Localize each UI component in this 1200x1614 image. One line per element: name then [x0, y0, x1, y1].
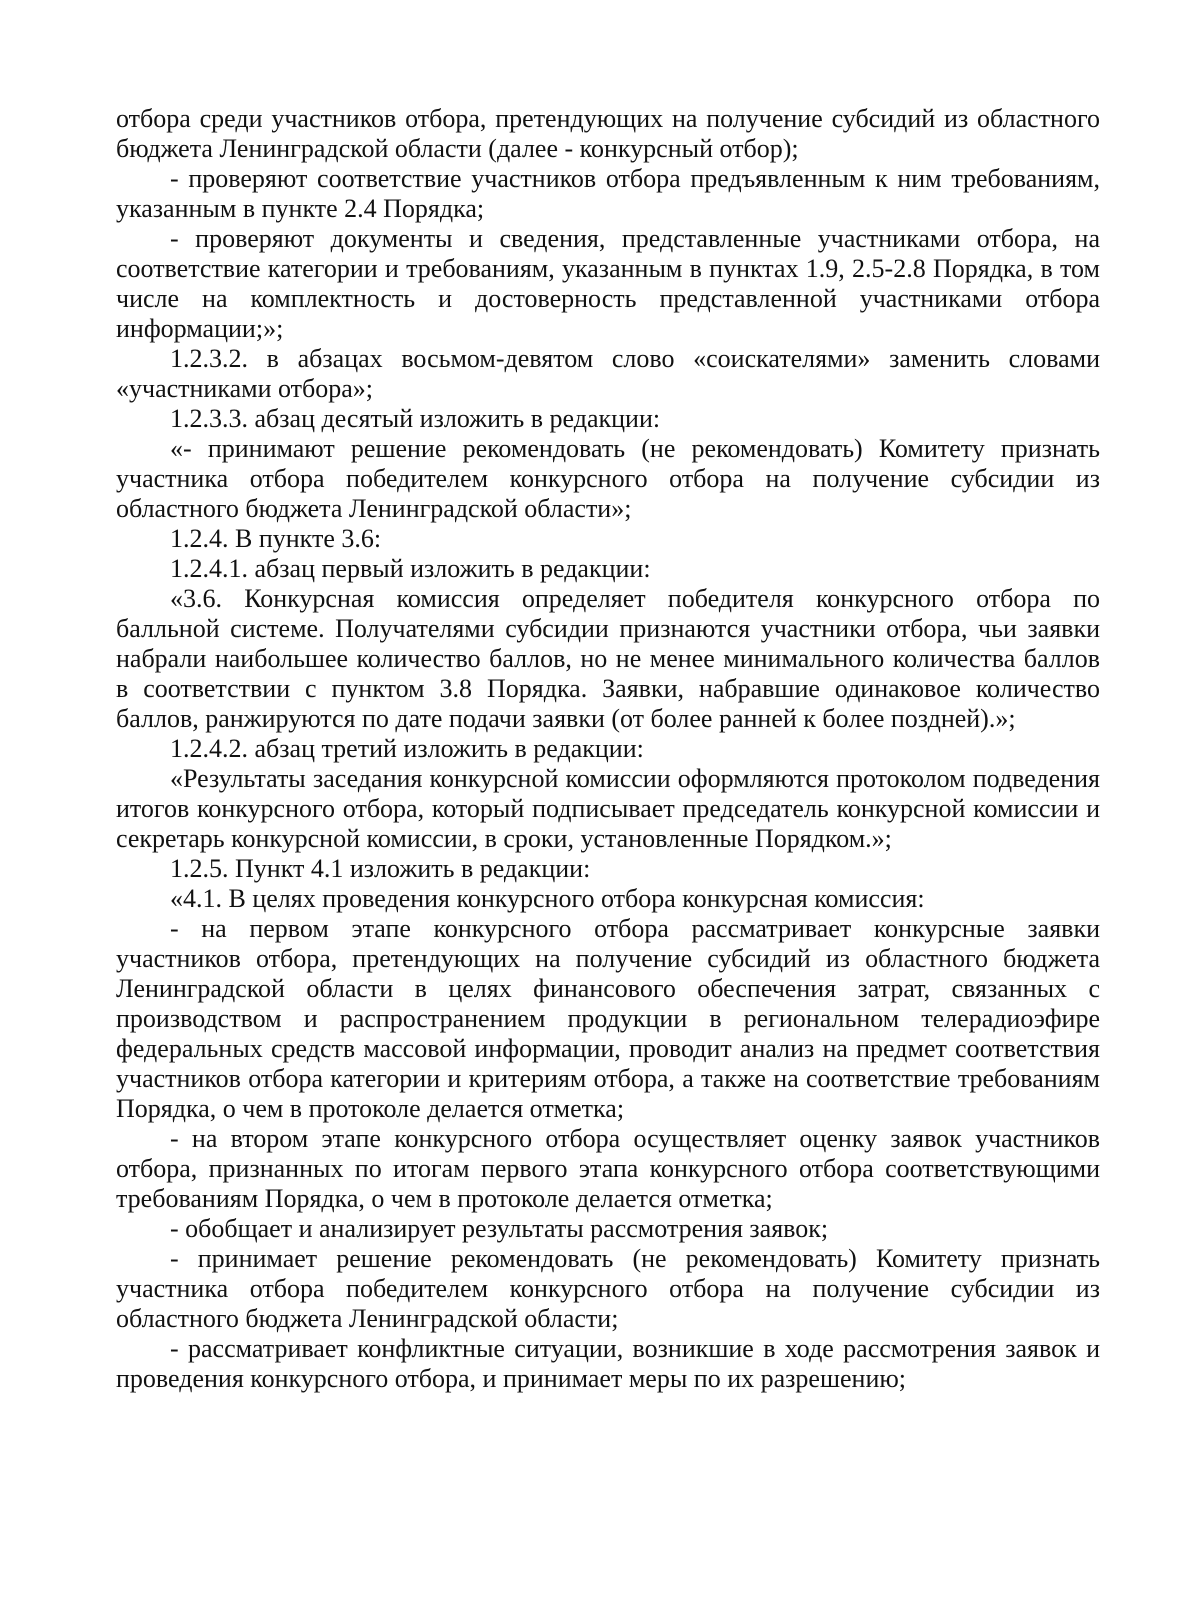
paragraph: - рассматривает конфликтные ситуации, возникшие в ходе рассмотрения заявок и проведения конкурсного отбора, и принимает меры по их разрешению;: [116, 1334, 1100, 1393]
paragraph: - проверяют соответствие участников отбора предъявленным к ним требованиям, указанным в пункте 2.4 Порядка;: [116, 164, 1100, 223]
paragraph: 1.2.4.1. абзац первый изложить в редакции:: [170, 554, 651, 583]
paragraph: - обобщает и анализирует результаты рассмотрения заявок;: [170, 1214, 829, 1243]
paragraph: «3.6. Конкурсная комиссия определяет победителя конкурсного отбора по балльной системе. Получателями субсидии признаются участники отбора, чьи заявки набрали наибольшее количество баллов, но не менее минимального количества баллов в соответствии с пунктом 3.8 Порядка. Заявки, набравшие одинаковое количество баллов, ранжируются по дате подачи заявки (от более ранней к более поздней).»;: [116, 584, 1100, 733]
paragraph: - принимает решение рекомендовать (не рекомендовать) Комитету признать участника отбора победителем конкурсного отбора на получение субсидии из областного бюджета Ленинградской области;: [116, 1244, 1100, 1333]
paragraph: - проверяют документы и сведения, представленные участниками отбора, на соответствие категории и требованиям, указанным в пунктах 1.9, 2.5-2.8 Порядка, в том числе на комплектность и достоверность представленной участниками отбора информации;»;: [116, 224, 1100, 343]
paragraph: 1.2.4.2. абзац третий изложить в редакции:: [170, 734, 644, 763]
paragraph: 1.2.5. Пункт 4.1 изложить в редакции:: [170, 854, 591, 883]
paragraph: 1.2.4. В пункте 3.6:: [170, 524, 382, 553]
paragraph: 1.2.3.3. абзац десятый изложить в редакции:: [170, 404, 661, 433]
paragraph: «Результаты заседания конкурсной комиссии оформляются протоколом подведения итогов конкурсного отбора, который подписывает председатель конкурсной комиссии и секретарь конкурсной комиссии, в сроки, установленные Порядком.»;: [116, 764, 1100, 853]
paragraph: - на втором этапе конкурсного отбора осуществляет оценку заявок участников отбора, признанных по итогам первого этапа конкурсного отбора соответствующими требованиям Порядка, о чем в протоколе делается отметка;: [116, 1124, 1100, 1213]
paragraph: «4.1. В целях проведения конкурсного отбора конкурсная комиссия:: [170, 884, 925, 913]
paragraph: - на первом этапе конкурсного отбора рассматривает конкурсные заявки участников отбора, претендующих на получение субсидий из областного бюджета Ленинградской области в целях финансового обеспечения затрат, связанных с производством и распространением продукции в региональном телерадиоэфире федеральных средств массовой информации, проводит анализ на предмет соответствия участников отбора категории и критериям отбора, а также на соответствие требованиям Порядка, о чем в протоколе делается отметка;: [116, 914, 1100, 1123]
document-body: [116, 104, 1100, 1394]
paragraph: «- принимают решение рекомендовать (не рекомендовать) Комитету признать участника отбора победителем конкурсного отбора на получение субсидии из областного бюджета Ленинградской области»;: [116, 434, 1100, 523]
paragraph: отбора среди участников отбора, претендующих на получение субсидий из областного бюджета Ленинградской области (далее - конкурсный отбор);: [116, 104, 1100, 163]
paragraph: 1.2.3.2. в абзацах восьмом-девятом слово «соискателями» заменить словами «участниками отбора»;: [116, 344, 1100, 403]
